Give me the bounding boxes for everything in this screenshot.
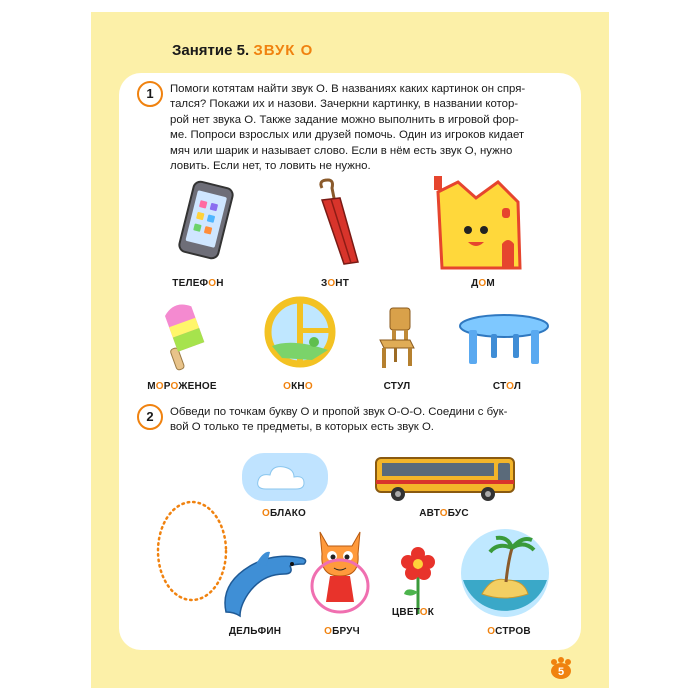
- chair-icon: [374, 306, 418, 370]
- phone-icon: [172, 180, 242, 262]
- word-label: СТУЛ: [383, 381, 411, 392]
- task-1-line: ловить. Если нет, то ловить не нужно.: [170, 160, 371, 173]
- task-2-line: вой О только те предметы, в которых есть звук О.: [170, 421, 434, 434]
- task-2-line: Обведи по точкам букву О и пропой звук О-О-О. Соедини с бук-: [170, 406, 508, 418]
- dolphin-icon: [212, 540, 312, 620]
- task-1-line: мяч или шарик и называет слово. Если в нём есть звук О, нужно: [170, 144, 513, 157]
- task-1-number: 1: [137, 81, 163, 107]
- task-1-line: тался? Покажи их и назови. Зачеркни картинку, в названии котор-: [170, 98, 519, 111]
- umbrella-icon: [300, 178, 370, 270]
- hoop-icon: [308, 520, 372, 620]
- paw-icon: [548, 656, 574, 680]
- word-label: ЦВЕТОК: [391, 607, 435, 618]
- task-2-text: [170, 405, 507, 436]
- word-label: ЗОНТ: [320, 278, 350, 289]
- topic-label: ЗВУК О: [253, 42, 314, 59]
- lesson-label: Занятие 5.: [172, 42, 250, 59]
- task-1-line: рой нет звука О. Также задание можно выполнить в игровой фор-: [170, 113, 519, 126]
- word-label: ОБЛАКО: [261, 508, 307, 519]
- word-label: ОБРУЧ: [324, 626, 360, 637]
- task-1-text: [170, 82, 525, 174]
- word-label: ДЕЛЬФИН: [228, 626, 282, 637]
- word-label: ОКНО: [283, 381, 313, 392]
- bus-icon: [372, 452, 522, 504]
- window-icon: [262, 294, 338, 370]
- table-icon: [455, 312, 553, 368]
- word-label: СТОЛ: [492, 381, 522, 392]
- page-title: [172, 42, 313, 59]
- house-icon: [428, 172, 534, 272]
- word-label: ОСТРОВ: [487, 626, 531, 637]
- flower-icon: [398, 544, 438, 616]
- task-2-number: 2: [137, 404, 163, 430]
- word-label: ТЕЛЕФОН: [172, 278, 224, 289]
- task-1-line: Помоги котятам найти звук О. В названиях каких картинок он спря-: [170, 83, 526, 95]
- cloud-icon: [240, 451, 330, 503]
- page-number: 5: [557, 666, 565, 678]
- task-1-line: ме. Попроси взрослых или друзей помочь. Один из игроков кидает: [170, 129, 525, 142]
- word-label: ДОМ: [471, 278, 495, 289]
- word-label: МОРОЖЕНОЕ: [147, 381, 217, 392]
- island-icon: [458, 526, 552, 620]
- ice-cream-icon: [155, 300, 217, 372]
- word-label: АВТОБУС: [419, 508, 469, 519]
